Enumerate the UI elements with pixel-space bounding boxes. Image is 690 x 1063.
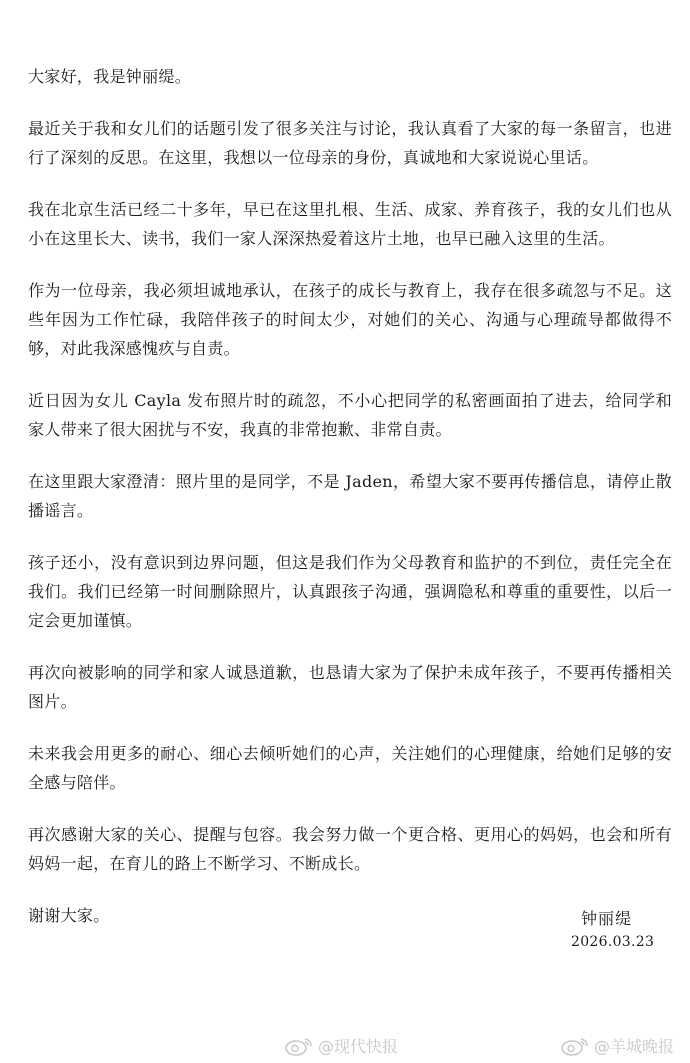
letter-body bbox=[28, 62, 672, 953]
letter-paragraph: 作为一位母亲，我必须坦诚地承认，在孩子的成长与教育上，我存在很多疏忽与不足。这些年因为工作忙碌，我陪伴孩子的时间太少，对她们的关心、沟通与心理疏导都做得不够，对此我深感愧疚与自责。 bbox=[28, 281, 672, 358]
letter-paragraph: 再次感谢大家的关心、提醒与包容。我会努力做一个更合格、更用心的妈妈，也会和所有妈妈一起，在育儿的路上不断学习、不断成长。 bbox=[28, 825, 672, 873]
letter-paragraph: 在这里跟大家澄清：照片里的是同学，不是 Jaden，希望大家不要再传播信息，请停止散播谣言。 bbox=[28, 472, 672, 520]
letter-paragraph: 再次向被影响的同学和家人诚恳道歉，也恳请大家为了保护未成年孩子，不要再传播相关图片。 bbox=[28, 663, 672, 711]
closing-paragraph: 谢谢大家。 bbox=[28, 906, 110, 925]
letter-paragraph: 我在北京生活已经二十多年，早已在这里扎根、生活、成家、养育孩子，我的女儿们也从小在这里长大、读书，我们一家人深深热爱着这片土地，也早已融入这里的生活。 bbox=[28, 200, 672, 248]
signature-date: 2026.03.23 bbox=[571, 934, 655, 950]
greeting-paragraph: 大家好，我是钟丽缇。 bbox=[28, 67, 192, 86]
watermark-right-text: @羊城晚报 bbox=[594, 1037, 675, 1056]
weibo-icon bbox=[560, 1036, 590, 1056]
signature-name: 钟丽缇 bbox=[581, 909, 633, 928]
watermark-right bbox=[560, 1034, 674, 1057]
letter-paragraph: 未来我会用更多的耐心、细心去倾听她们的心声，关注她们的心理健康，给她们足够的安全感与陪伴。 bbox=[28, 744, 672, 792]
letter-paragraph: 近日因为女儿 Cayla 发布照片时的疏忽，不小心把同学的私密画面拍了进去，给同学和家人带来了很大困扰与不安，我真的非常抱歉、非常自责。 bbox=[28, 391, 672, 439]
letter-paragraph: 最近关于我和女儿们的话题引发了很多关注与讨论，我认真看了大家的每一条留言，也进行了深刻的反思。在这里，我想以一位母亲的身份，真诚地和大家说说心里话。 bbox=[28, 119, 672, 167]
watermark-left-text: @现代快报 bbox=[318, 1037, 399, 1056]
weibo-icon bbox=[284, 1036, 314, 1056]
watermark-left bbox=[284, 1034, 398, 1057]
letter-paragraph: 孩子还小，没有意识到边界问题，但这是我们作为父母教育和监护的不到位，责任完全在我们。我们已经第一时间删除照片，认真跟孩子沟通，强调隐私和尊重的重要性，以后一定会更加谨慎。 bbox=[28, 553, 672, 630]
